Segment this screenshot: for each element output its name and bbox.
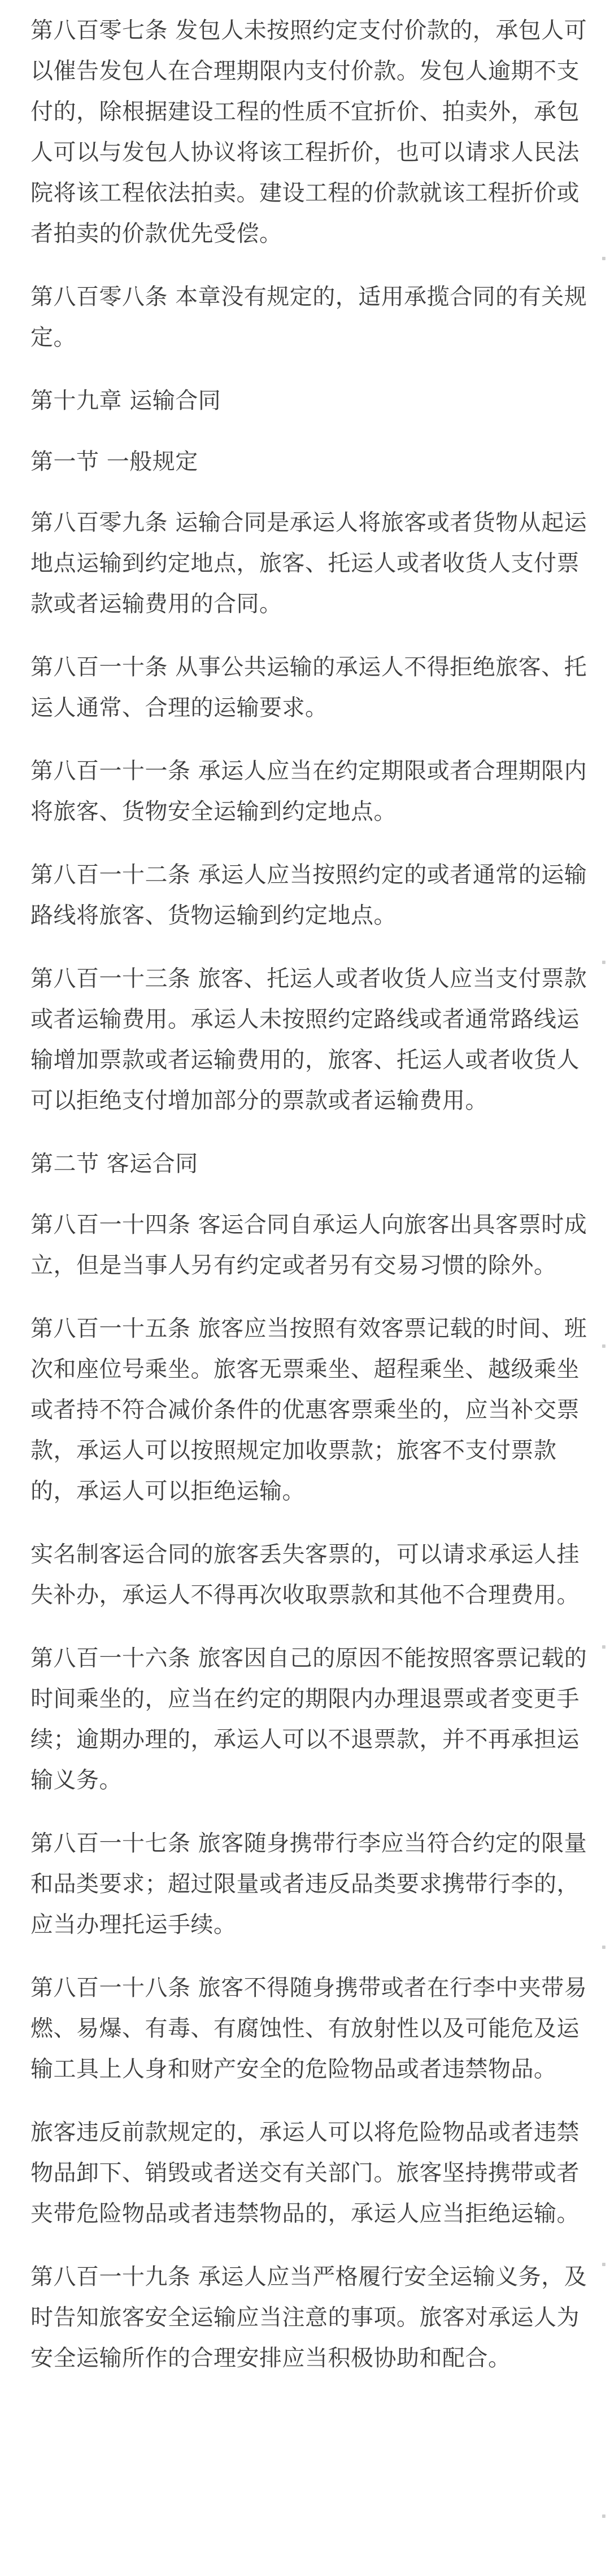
article-817: 第八百一十七条 旅客随身携带行李应当符合约定的限量和品类要求；超过限量或者违反品类要求携带行李的，应当办理托运手续。 (30, 1830, 587, 1938)
margin-marker (602, 961, 605, 964)
article-810: 第八百一十条 从事公共运输的承运人不得拒绝旅客、托运人通常、合理的运输要求。 (30, 654, 587, 721)
article-814: 第八百一十四条 客运合同自承运人向旅客出具客票时成立，但是当事人另有约定或者另有交易习惯的除外。 (30, 1212, 587, 1278)
article-819: 第八百一十九条 承运人应当严格履行安全运输义务，及时告知旅客安全运输应当注意的事项。旅客对承运人为安全运输所作的合理安排应当积极协助和配合。 (30, 2264, 587, 2371)
chapter-19-heading: 第十九章 运输合同 (30, 388, 221, 414)
article-813: 第八百一十三条 旅客、托运人或者收货人应当支付票款或者运输费用。承运人未按照约定路线或者通常路线运输增加票款或者运输费用的，旅客、托运人或者收货人可以拒绝支付增加部分的票款或者运输费用。 (30, 966, 587, 1114)
article-815-clause-2: 实名制客运合同的旅客丢失客票的，可以请求承运人挂失补办，承运人不得再次收取票款和其他不合理费用。 (30, 1541, 580, 1608)
article-816: 第八百一十六条 旅客因自己的原因不能按照客票记载的时间乘坐的，应当在约定的期限内办理退票或者变更手续；逾期办理的，承运人可以不退票款，并不再承担运输义务。 (30, 1645, 587, 1793)
margin-marker (602, 1645, 605, 1649)
margin-marker (602, 2263, 605, 2266)
section-1-heading: 第一节 一般规定 (30, 449, 198, 475)
article-818: 第八百一十八条 旅客不得随身携带或者在行李中夹带易燃、易爆、有毒、有腐蚀性、有放射性以及可能危及运输工具上人身和财产安全的危险物品或者违禁物品。 (30, 1975, 587, 2082)
margin-marker (602, 1946, 605, 1949)
article-807: 第八百零七条 发包人未按照约定支付价款的，承包人可以催告发包人在合理期限内支付价款。发包人逾期不支付的，除根据建设工程的性质不宜折价、拍卖外，承包人可以与发包人协议将该工程折价，也可以请求人民法院将该工程依法拍卖。建设工程的价款就该工程折价或者拍卖的价款优先受偿。 (30, 17, 587, 247)
article-818-clause-2: 旅客违反前款规定的，承运人可以将危险物品或者违禁物品卸下、销毁或者送交有关部门。旅客坚持携带或者夹带危险物品或者违禁物品的，承运人应当拒绝运输。 (30, 2119, 580, 2227)
section-2-heading: 第二节 客运合同 (30, 1151, 198, 1177)
article-815: 第八百一十五条 旅客应当按照有效客票记载的时间、班次和座位号乘坐。旅客无票乘坐、超程乘坐、越级乘坐或者持不符合减价条件的优惠客票乘坐的，应当补交票款，承运人可以按照规定加收票款；旅客不支付票款的，承运人可以拒绝运输。 (30, 1316, 587, 1504)
article-811: 第八百一十一条 承运人应当在约定期限或者合理期限内将旅客、货物安全运输到约定地点。 (30, 758, 587, 825)
margin-marker (602, 257, 605, 260)
article-808: 第八百零八条 本章没有规定的，适用承揽合同的有关规定。 (30, 284, 587, 351)
article-809: 第八百零九条 运输合同是承运人将旅客或者货物从起运地点运输到约定地点，旅客、托运人或者收货人支付票款或者运输费用的合同。 (30, 510, 587, 617)
margin-marker (602, 2514, 605, 2518)
article-812: 第八百一十二条 承运人应当按照约定的或者通常的运输路线将旅客、货物运输到约定地点。 (30, 862, 587, 928)
margin-marker (602, 1344, 605, 1348)
